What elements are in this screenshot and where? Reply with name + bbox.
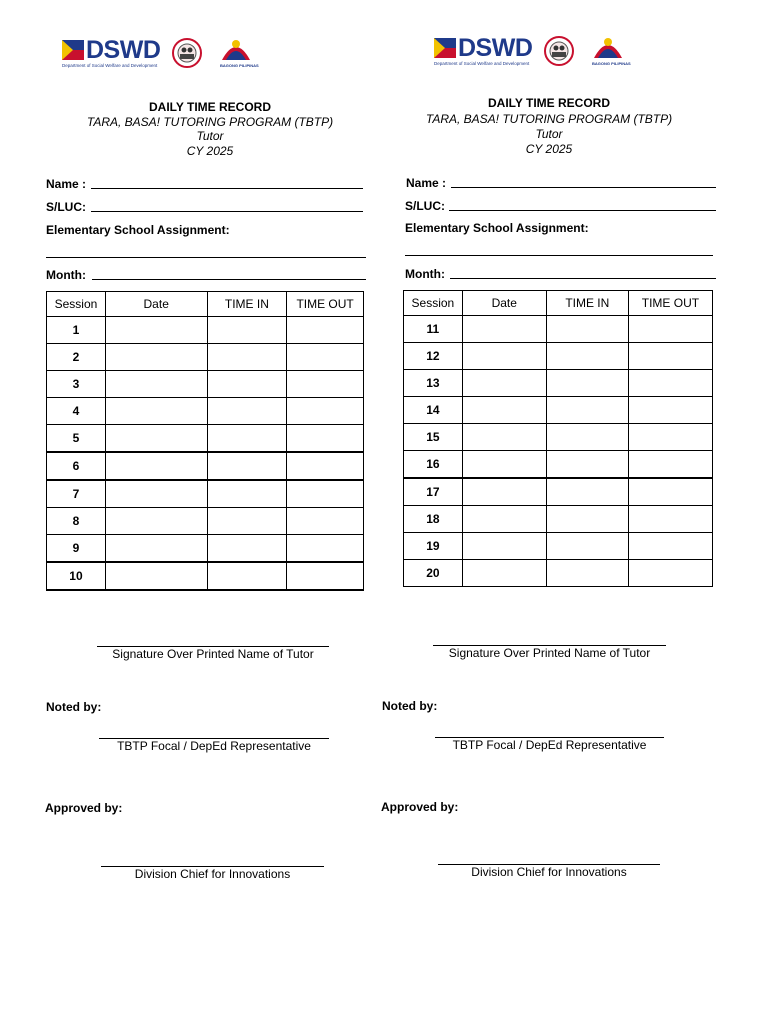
date-cell[interactable] bbox=[462, 397, 546, 424]
time-in-cell[interactable] bbox=[546, 397, 628, 424]
time-out-cell[interactable] bbox=[628, 370, 712, 397]
table-row bbox=[47, 452, 364, 480]
session-number: 19 bbox=[404, 533, 463, 560]
logo-strip bbox=[434, 34, 734, 70]
session-number: 15 bbox=[404, 424, 463, 451]
table-row bbox=[404, 424, 713, 451]
form-title: DAILY TIME RECORD bbox=[487, 96, 610, 110]
time-out-cell[interactable] bbox=[287, 398, 364, 425]
time-out-cell[interactable] bbox=[628, 424, 712, 451]
time-out-cell[interactable] bbox=[287, 425, 364, 453]
time-in-cell[interactable] bbox=[546, 533, 628, 560]
session-number: 7 bbox=[47, 480, 106, 508]
name-field[interactable] bbox=[451, 187, 716, 188]
session-number: 5 bbox=[47, 425, 106, 453]
tutor-signature-caption: Signature Over Printed Name of Tutor bbox=[448, 646, 651, 660]
calendar-year: CY 2025 bbox=[186, 144, 234, 158]
time-in-cell[interactable] bbox=[546, 451, 628, 479]
session-number: 12 bbox=[404, 343, 463, 370]
month-label: Month: bbox=[405, 267, 445, 281]
date-cell[interactable] bbox=[105, 398, 207, 425]
table-row bbox=[404, 506, 713, 533]
time-out-cell[interactable] bbox=[628, 560, 712, 587]
time-out-header: TIME OUT bbox=[628, 291, 712, 316]
focal-signature-caption: TBTP Focal / DepEd Representative bbox=[452, 738, 647, 752]
table-row bbox=[404, 370, 713, 397]
time-in-cell[interactable] bbox=[546, 343, 628, 370]
noted-by-label: Noted by: bbox=[382, 699, 438, 713]
dswd-wordmark: DSWD bbox=[86, 36, 161, 64]
school-label: Elementary School Assignment: bbox=[405, 221, 589, 235]
approved-by-label: Approved by: bbox=[381, 800, 459, 814]
time-in-header: TIME IN bbox=[207, 292, 287, 317]
bagong-pilipinas-label: BAGONG PILIPINAS bbox=[220, 63, 259, 68]
noted-by-label: Noted by: bbox=[46, 700, 102, 714]
table-row bbox=[404, 316, 713, 343]
table-row bbox=[47, 317, 364, 344]
dswd-flag-icon bbox=[62, 40, 84, 60]
time-out-cell[interactable] bbox=[287, 317, 364, 344]
time-in-cell[interactable] bbox=[207, 317, 287, 344]
date-header: Date bbox=[462, 291, 546, 316]
session-number: 11 bbox=[404, 316, 463, 343]
time-in-cell[interactable] bbox=[546, 316, 628, 343]
tutor-signature-caption: Signature Over Printed Name of Tutor bbox=[112, 647, 314, 661]
table-row bbox=[47, 535, 364, 563]
date-cell[interactable] bbox=[462, 451, 546, 479]
date-cell[interactable] bbox=[462, 424, 546, 451]
focal-signature-caption: TBTP Focal / DepEd Representative bbox=[117, 739, 311, 753]
table-row bbox=[404, 397, 713, 424]
dswd-wordmark: DSWD bbox=[458, 34, 533, 62]
time-out-cell[interactable] bbox=[287, 535, 364, 563]
chief-signature-caption: Division Chief for Innovations bbox=[471, 865, 627, 879]
session-number: 14 bbox=[404, 397, 463, 424]
sluc-label: S/LUC: bbox=[46, 200, 86, 214]
time-out-cell[interactable] bbox=[628, 397, 712, 424]
date-cell[interactable] bbox=[462, 316, 546, 343]
sluc-field[interactable] bbox=[91, 211, 363, 212]
time-out-cell[interactable] bbox=[287, 562, 364, 590]
month-field[interactable] bbox=[450, 278, 716, 279]
session-number: 16 bbox=[404, 451, 463, 479]
time-out-cell[interactable] bbox=[628, 478, 712, 506]
time-out-cell[interactable] bbox=[628, 533, 712, 560]
time-in-cell[interactable] bbox=[207, 562, 287, 590]
chief-signature-caption: Division Chief for Innovations bbox=[134, 867, 291, 881]
time-out-header: TIME OUT bbox=[287, 292, 364, 317]
date-cell[interactable] bbox=[105, 562, 207, 590]
date-cell[interactable] bbox=[105, 317, 207, 344]
school-field[interactable] bbox=[46, 257, 366, 258]
table-row bbox=[47, 344, 364, 371]
dtr-form-left bbox=[46, 0, 386, 1024]
time-in-cell[interactable] bbox=[207, 480, 287, 508]
session-number: 3 bbox=[47, 371, 106, 398]
session-number: 9 bbox=[47, 535, 106, 563]
table-header-row bbox=[404, 291, 713, 316]
time-in-cell[interactable] bbox=[546, 560, 628, 587]
date-cell[interactable] bbox=[105, 344, 207, 371]
time-in-cell[interactable] bbox=[546, 478, 628, 506]
date-cell[interactable] bbox=[105, 371, 207, 398]
time-out-cell[interactable] bbox=[287, 508, 364, 535]
program-name: TARA, BASA! TUTORING PROGRAM (TBTP) bbox=[86, 115, 334, 129]
date-cell[interactable] bbox=[105, 425, 207, 453]
time-in-cell[interactable] bbox=[207, 425, 287, 453]
name-label: Name : bbox=[406, 176, 447, 190]
table-row bbox=[47, 398, 364, 425]
table-header-row bbox=[47, 292, 364, 317]
table-row bbox=[47, 371, 364, 398]
session-table bbox=[46, 291, 364, 591]
table-row bbox=[404, 560, 713, 587]
session-table bbox=[403, 290, 713, 587]
bagong-pilipinas-icon bbox=[220, 36, 252, 62]
time-in-cell[interactable] bbox=[207, 344, 287, 371]
time-in-cell[interactable] bbox=[207, 398, 287, 425]
date-cell[interactable] bbox=[462, 478, 546, 506]
session-number: 13 bbox=[404, 370, 463, 397]
session-number: 2 bbox=[47, 344, 106, 371]
name-field[interactable] bbox=[91, 188, 363, 189]
table-row bbox=[404, 343, 713, 370]
table-row bbox=[404, 533, 713, 560]
bagong-pilipinas-icon bbox=[592, 34, 624, 60]
session-number: 20 bbox=[404, 560, 463, 587]
date-cell[interactable] bbox=[462, 343, 546, 370]
dswd-subtitle: Department of Social Welfare and Development bbox=[62, 63, 158, 68]
date-cell[interactable] bbox=[105, 480, 207, 508]
session-number: 17 bbox=[404, 478, 463, 506]
time-out-cell[interactable] bbox=[287, 344, 364, 371]
time-in-cell[interactable] bbox=[207, 508, 287, 535]
session-number: 18 bbox=[404, 506, 463, 533]
time-out-cell[interactable] bbox=[628, 316, 712, 343]
bagong-pilipinas-label: BAGONG PILIPINAS bbox=[592, 61, 631, 66]
sluc-field[interactable] bbox=[449, 210, 716, 211]
calendar-year: CY 2025 bbox=[525, 142, 573, 156]
time-out-cell[interactable] bbox=[287, 480, 364, 508]
table-row bbox=[47, 562, 364, 590]
table-row bbox=[404, 478, 713, 506]
role-label: Tutor bbox=[535, 127, 563, 141]
date-cell[interactable] bbox=[105, 452, 207, 480]
dswd-flag-icon bbox=[434, 38, 456, 58]
time-in-cell[interactable] bbox=[207, 452, 287, 480]
time-out-cell[interactable] bbox=[287, 371, 364, 398]
table-row bbox=[404, 451, 713, 479]
month-label: Month: bbox=[46, 268, 86, 282]
tbtp-seal-icon bbox=[544, 36, 574, 66]
session-number: 1 bbox=[47, 317, 106, 344]
time-out-cell[interactable] bbox=[628, 343, 712, 370]
session-header: Session bbox=[404, 291, 463, 316]
date-cell[interactable] bbox=[462, 370, 546, 397]
name-label: Name : bbox=[46, 177, 87, 191]
dswd-subtitle: Department of Social Welfare and Development bbox=[434, 61, 530, 66]
time-in-cell[interactable] bbox=[207, 535, 287, 563]
school-label: Elementary School Assignment: bbox=[46, 223, 230, 237]
time-in-cell[interactable] bbox=[546, 370, 628, 397]
form-title: DAILY TIME RECORD bbox=[148, 100, 271, 114]
tbtp-seal-icon bbox=[172, 38, 202, 68]
role-label: Tutor bbox=[196, 129, 224, 143]
table-row bbox=[47, 480, 364, 508]
session-number: 6 bbox=[47, 452, 106, 480]
program-name: TARA, BASA! TUTORING PROGRAM (TBTP) bbox=[425, 112, 673, 126]
time-in-header: TIME IN bbox=[546, 291, 628, 316]
time-out-cell[interactable] bbox=[287, 452, 364, 480]
date-cell[interactable] bbox=[462, 533, 546, 560]
time-out-cell[interactable] bbox=[628, 506, 712, 533]
dtr-form-right bbox=[381, 0, 744, 1024]
session-number: 8 bbox=[47, 508, 106, 535]
date-cell[interactable] bbox=[105, 508, 207, 535]
date-cell[interactable] bbox=[462, 560, 546, 587]
approved-by-label: Approved by: bbox=[45, 801, 123, 815]
session-number: 10 bbox=[47, 562, 106, 590]
table-row bbox=[47, 425, 364, 453]
session-header: Session bbox=[47, 292, 106, 317]
date-cell[interactable] bbox=[105, 535, 207, 563]
month-field[interactable] bbox=[92, 279, 366, 280]
date-cell[interactable] bbox=[462, 506, 546, 533]
date-header: Date bbox=[105, 292, 207, 317]
time-in-cell[interactable] bbox=[207, 371, 287, 398]
time-in-cell[interactable] bbox=[546, 424, 628, 451]
time-out-cell[interactable] bbox=[628, 451, 712, 479]
sluc-label: S/LUC: bbox=[405, 199, 445, 213]
logo-strip bbox=[62, 36, 362, 72]
time-in-cell[interactable] bbox=[546, 506, 628, 533]
session-number: 4 bbox=[47, 398, 106, 425]
table-row bbox=[47, 508, 364, 535]
school-field[interactable] bbox=[405, 255, 713, 256]
